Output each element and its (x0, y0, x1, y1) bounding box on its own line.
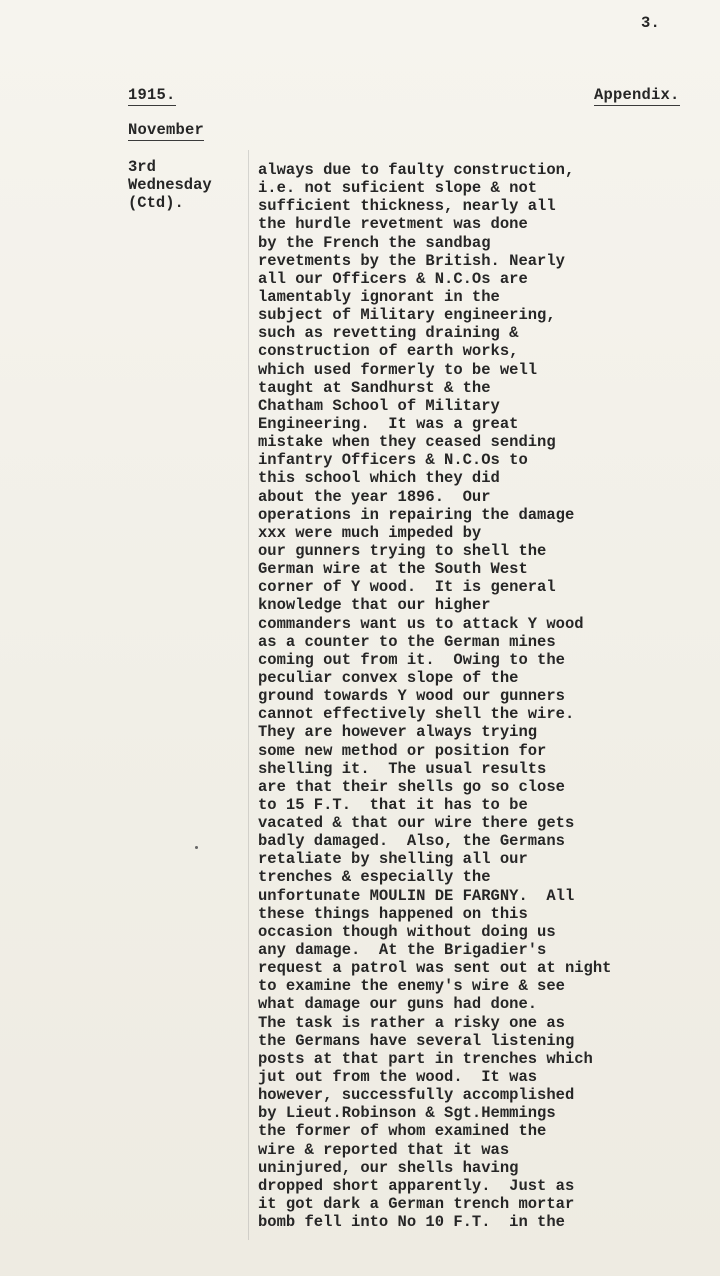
text-line: operations in repairing the damage (258, 505, 575, 524)
text-line: which used formerly to be well (258, 360, 538, 379)
text-line: by Lieut.Robinson & Sgt.Hemmings (258, 1104, 556, 1123)
text-line: our gunners trying to shell the (258, 541, 547, 560)
text-line: uninjured, our shells having (258, 1158, 519, 1177)
text-line: the Germans have several listening (258, 1031, 575, 1050)
text-line: bomb fell into No 10 F.T. in the (258, 1213, 565, 1232)
text-line: vacated & that our wire there gets (258, 814, 575, 833)
text-line: request a patrol was sent out at night (258, 959, 612, 978)
month-heading: November (128, 121, 205, 139)
text-line: construction of earth works, (258, 342, 519, 361)
date-column (128, 158, 212, 212)
text-line: The task is rather a risky one as (258, 1013, 565, 1032)
margin-rule (248, 150, 249, 1240)
text-line: however, successfully accomplished (258, 1086, 575, 1105)
text-line: what damage our guns had done. (258, 995, 538, 1014)
text-line: cannot effectively shell the wire. (258, 705, 575, 724)
text-line: to examine the enemy's wire & see (258, 977, 565, 996)
text-line: peculiar convex slope of the (258, 668, 519, 687)
text-line: about the year 1896. Our (258, 487, 491, 506)
text-line: as a counter to the German mines (258, 632, 556, 651)
page-number: 3. (641, 14, 661, 32)
text-line: this school which they did (258, 469, 500, 488)
text-line: any damage. At the Brigadier's (258, 941, 547, 960)
text-line: knowledge that our higher (258, 596, 491, 615)
text-line: occasion though without doing us (258, 922, 556, 941)
text-line: these things happened on this (258, 904, 528, 923)
body-text (258, 161, 611, 1231)
text-line: subject of Military engineering, (258, 306, 556, 325)
date-day: 3rd (128, 158, 156, 176)
text-line: the former of whom examined the (258, 1122, 547, 1141)
text-line: trenches & especially the (258, 868, 491, 887)
text-line: sufficient thickness, nearly all (258, 197, 556, 216)
text-line: by the French the sandbag (258, 233, 491, 252)
text-line: it got dark a German trench mortar (258, 1195, 575, 1214)
text-line: They are however always trying (258, 723, 538, 742)
ink-speck (195, 846, 198, 849)
text-line: commanders want us to attack Y wood (258, 614, 584, 633)
year-heading: 1915. (128, 86, 176, 104)
date-continued: (Ctd). (128, 194, 184, 212)
text-line: Chatham School of Military (258, 396, 500, 415)
text-line: xxx were much impeded by (258, 523, 482, 542)
text-line: lamentably ignorant in the (258, 287, 500, 306)
text-line: to 15 F.T. that it has to be (258, 795, 528, 814)
text-line: always due to faulty construction, (258, 161, 575, 179)
date-weekday: Wednesday (128, 176, 212, 194)
text-line: jut out from the wood. It was (258, 1068, 538, 1087)
text-line: dropped short apparently. Just as (258, 1176, 575, 1195)
text-line: German wire at the South West (258, 560, 528, 579)
text-line: wire & reported that it was (258, 1140, 510, 1159)
appendix-heading: Appendix. (594, 86, 680, 104)
text-line: the hurdle revetment was done (258, 215, 528, 234)
text-line: all our Officers & N.C.Os are (258, 269, 528, 288)
text-line: coming out from it. Owing to the (258, 650, 565, 669)
text-line: such as revetting draining & (258, 324, 519, 343)
text-line: posts at that part in trenches which (258, 1049, 593, 1068)
text-line: infantry Officers & N.C.Os to (258, 451, 528, 470)
text-line: mistake when they ceased sending (258, 433, 556, 452)
text-line: badly damaged. Also, the Germans (258, 832, 565, 851)
text-line: some new method or position for (258, 741, 547, 760)
text-line: shelling it. The usual results (258, 759, 547, 778)
text-line: corner of Y wood. It is general (258, 578, 556, 597)
text-line: are that their shells go so close (258, 777, 565, 796)
text-line: taught at Sandhurst & the (258, 378, 491, 397)
text-line: Engineering. It was a great (258, 414, 519, 433)
text-line: unfortunate MOULIN DE FARGNY. All (258, 886, 575, 905)
text-line: revetments by the British. Nearly (258, 251, 565, 270)
text-line: i.e. not suficient slope & not (258, 179, 538, 198)
text-line: ground towards Y wood our gunners (258, 687, 565, 706)
text-line: retaliate by shelling all our (258, 850, 528, 869)
